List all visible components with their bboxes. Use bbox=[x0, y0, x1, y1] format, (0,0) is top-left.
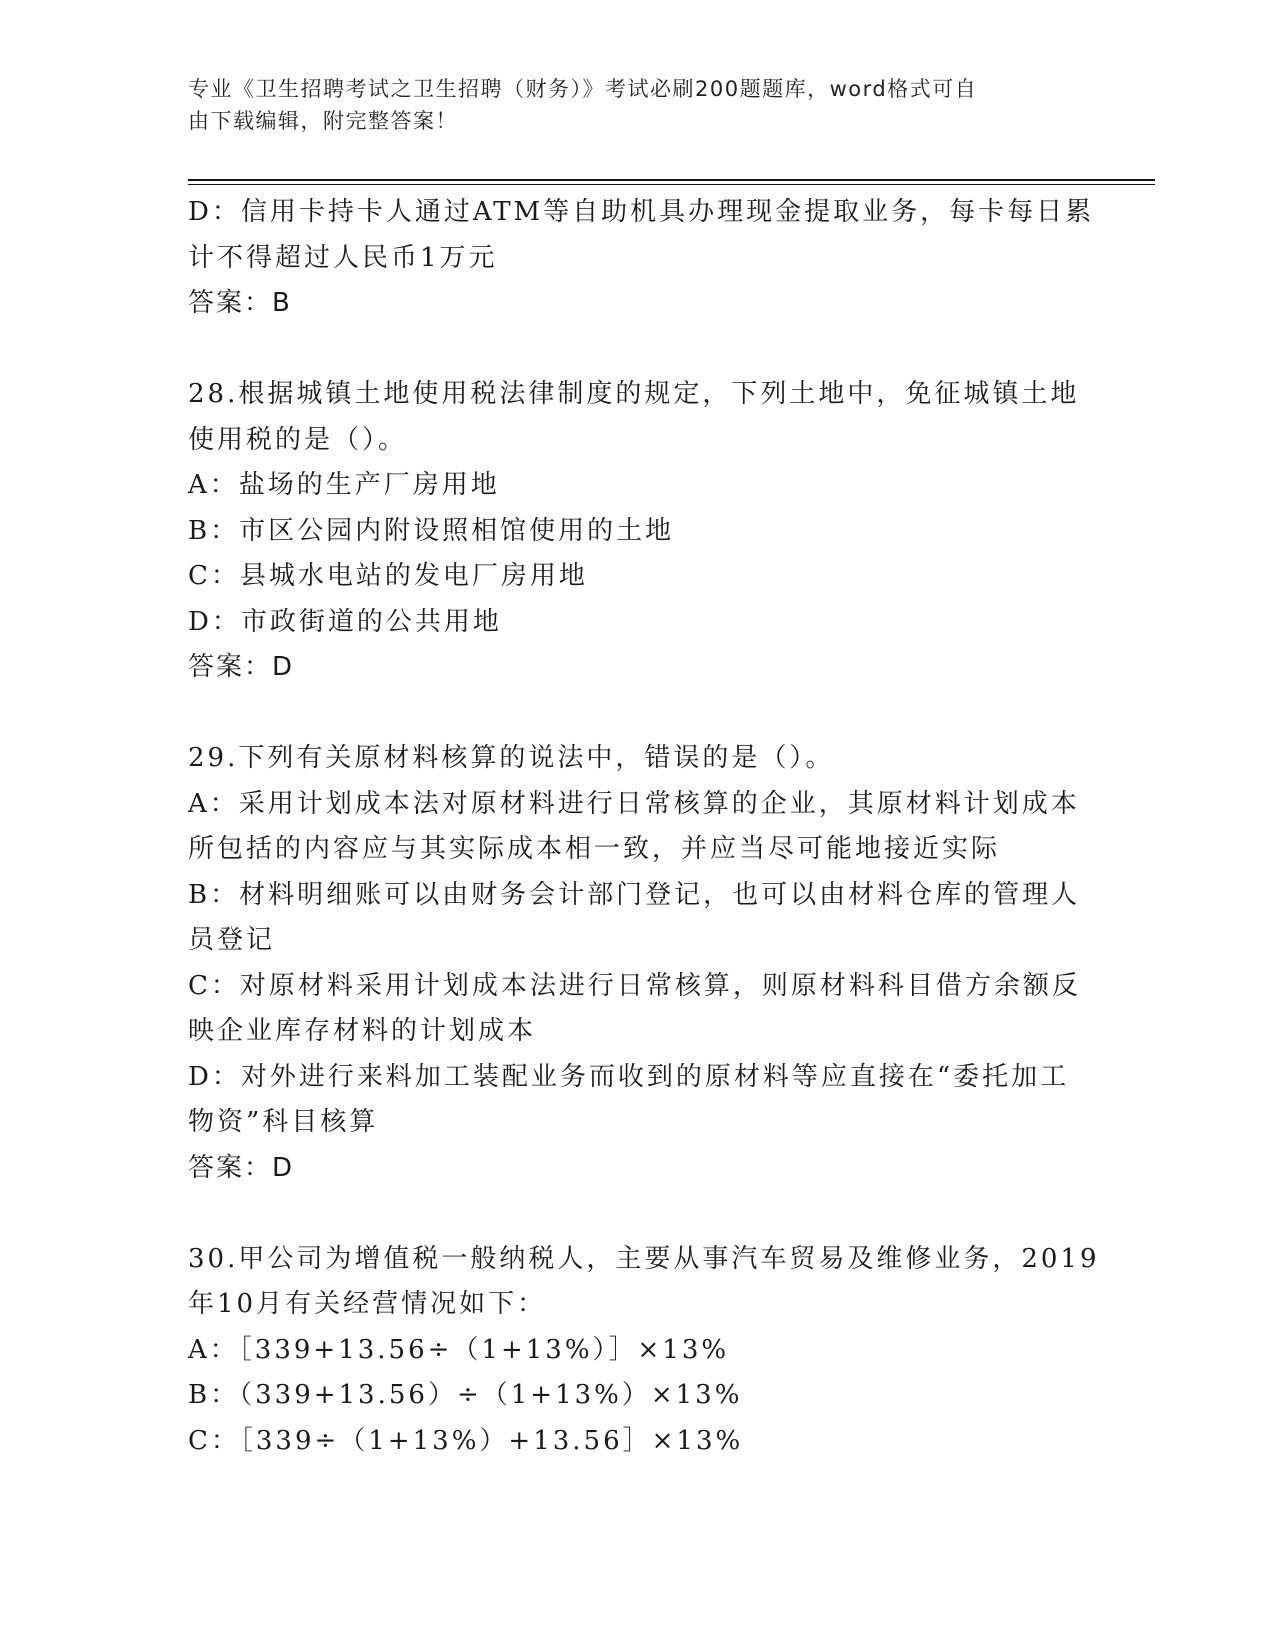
question-30 bbox=[188, 1237, 1100, 1465]
page-header bbox=[188, 73, 1088, 137]
answer-line: 答案：D bbox=[188, 652, 295, 682]
header-divider-thick bbox=[188, 179, 1155, 181]
option-b-line-2: 员登记 bbox=[188, 925, 276, 955]
spacer bbox=[188, 1191, 1088, 1237]
question-27-tail bbox=[188, 190, 1095, 327]
option-b: B：市区公园内附设照相馆使用的土地 bbox=[188, 515, 675, 546]
question-stem-line-1: 28.根据城镇土地使用税法律制度的规定，下列土地中，免征城镇土地 bbox=[188, 379, 1080, 409]
option-a-line-1: A：采用计划成本法对原材料进行日常核算的企业，其原材料计划成本 bbox=[188, 788, 1080, 819]
header-line-1: 专业《卫生招聘考试之卫生招聘（财务）》考试必刷200题题库，word格式可自 bbox=[188, 77, 978, 101]
option-b-line-1: B：材料明细账可以由财务会计部门登记，也可以由材料仓库的管理人 bbox=[188, 879, 1081, 910]
option-d-line-2: 计不得超过人民币1万元 bbox=[188, 242, 498, 273]
question-28 bbox=[188, 372, 1088, 691]
header-line-2: 由下载编辑，附完整答案！ bbox=[188, 109, 458, 133]
question-29 bbox=[188, 736, 1088, 1191]
option-c-line-2: 映企业库存材料的计划成本 bbox=[188, 1016, 537, 1046]
question-stem-line-1: 30.甲公司为增值税一般纳税人，主要从事汽车贸易及维修业务，2019 bbox=[188, 1243, 1100, 1274]
answer-line: 答案：D bbox=[188, 1152, 295, 1183]
option-c: C：［339÷（1+13%）+13.56］×13% bbox=[188, 1425, 744, 1456]
question-stem: 29.下列有关原材料核算的说法中，错误的是（）。 bbox=[188, 743, 835, 773]
option-c: C：县城水电站的发电厂房用地 bbox=[188, 561, 588, 591]
option-a: A：［339+13.56÷（1+13%）］×13% bbox=[188, 1334, 730, 1365]
option-a: A：盐场的生产厂房用地 bbox=[188, 470, 500, 500]
header-divider-thin bbox=[188, 184, 1155, 185]
question-stem-line-2: 年10月有关经营情况如下： bbox=[188, 1289, 547, 1319]
answer-line: 答案：B bbox=[188, 288, 292, 318]
option-d-line-1: D：对外进行来料加工装配业务而收到的原材料等应直接在“委托加工 bbox=[188, 1061, 1070, 1092]
spacer bbox=[188, 327, 1088, 373]
option-d-line-1: D：信用卡持卡人通过ATM等自助机具办理现金提取业务，每卡每日累 bbox=[188, 197, 1095, 227]
spacer bbox=[188, 691, 1088, 737]
question-stem-line-2: 使用税的是（）。 bbox=[188, 424, 408, 455]
option-a-line-2: 所包括的内容应与其实际成本相一致，并应当尽可能地接近实际 bbox=[188, 834, 1001, 864]
option-c-line-1: C：对原材料采用计划成本法进行日常核算，则原材料科目借方余额反 bbox=[188, 970, 1081, 1001]
question-content bbox=[188, 190, 1100, 1464]
option-d: D：市政街道的公共用地 bbox=[188, 606, 502, 637]
option-d-line-2: 物资”科目核算 bbox=[188, 1107, 379, 1137]
option-b: B：（339+13.56）÷（1+13%）×13% bbox=[188, 1380, 743, 1410]
